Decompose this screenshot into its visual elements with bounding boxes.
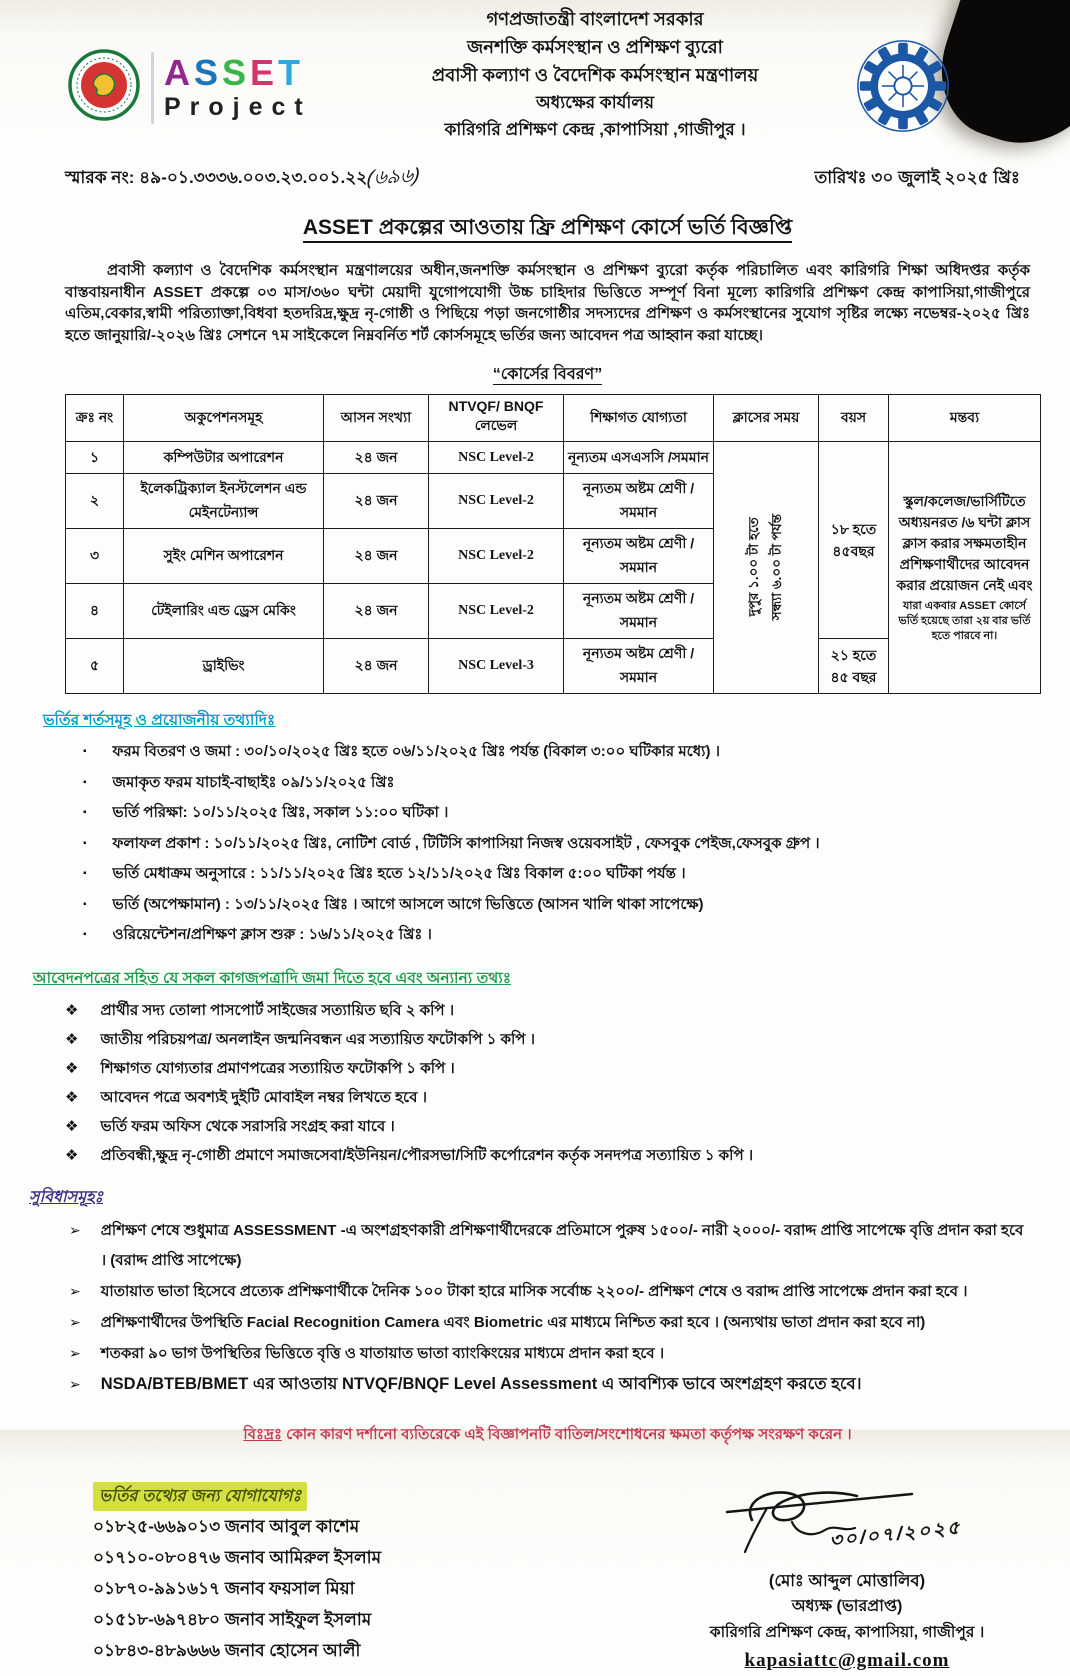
list-item: [65, 1369, 1030, 1399]
contact-phone-line: ০১৮৭০-৯৯১৬১৭ জনাব ফয়সাল মিয়া: [93, 1578, 355, 1598]
cell-serial: ৪: [66, 584, 124, 639]
benefit-text: প্রশিক্ষণার্থীদের উপস্থিতি Facial Recognition Camera এবং Biometric এর মাধ্যমে নিশ্চিত করা হবে । (অন্যথায় ভাতা প্রদান করা হবে না): [100, 1313, 926, 1331]
cell-remarks: [889, 442, 1041, 694]
benefits-list: [65, 1215, 1030, 1399]
square-bullet-icon: ▪: [83, 746, 87, 757]
cell-occupation: কম্পিউটার অপারেশন: [124, 442, 324, 474]
signatory-office: কারিগরি প্রশিক্ষণ কেন্দ্র, কাপাসিয়া, গাজীপুর ।: [709, 1623, 985, 1641]
section-heading-benefits: সুবিধাসমূহঃ: [29, 1188, 104, 1206]
logo-divider: [151, 52, 154, 124]
cell-seats: ২৪ জন: [324, 529, 429, 584]
list-item: [65, 891, 1030, 922]
list-item: [65, 1054, 1030, 1083]
diamond-bullet-icon: ❖: [65, 1117, 79, 1135]
class-time-line1: দুপুর ১.০০ টা হতে: [746, 518, 762, 617]
document-text: আবেদন পত্রে অবশ্যই দুইটি মোবাইল নম্বর লিখতে হবে ।: [100, 1088, 427, 1106]
diamond-bullet-icon: ❖: [65, 1088, 79, 1106]
col-header-qualification: শিক্ষাগত যোগ্যতা: [564, 395, 714, 442]
condition-text: ভর্তি (অপেক্ষামান) : ১৩/১১/২০২৫ খ্রিঃ । আগে আসলে আগে ভিত্তিতে (আসন খালি থাকা সাপেক্ষে): [112, 895, 704, 913]
contact-phone-line: ০১৮৪৩-৪৮৯৬৬৬ জনাব হোসেন আলী: [93, 1640, 361, 1660]
document-text: ভর্তি ফরম অফিস থেকে সরাসরি সংগ্রহ করা যাবে ।: [100, 1117, 395, 1135]
cell-occupation: সুইং মেশিন অপারেশন: [124, 529, 324, 584]
list-item: [65, 1025, 1030, 1054]
admission-conditions-list: [65, 738, 1030, 952]
cell-level: NSC Level-3: [429, 639, 564, 694]
document-text: শিক্ষাগত যোগ্যতার প্রমাণপত্রের সত্যায়িত ফটোকপি ১ কপি ।: [100, 1059, 455, 1077]
col-header-level: NTVQF/ BNQF লেভেল: [429, 395, 564, 442]
notice-date: তারিখঃ ৩০ জুলাই ২০২৫ খ্রিঃ: [814, 168, 1020, 187]
cell-occupation: টেইলারিং এন্ড ড্রেস মেকিং: [124, 584, 324, 639]
remarks-text-2: যারা একবার ASSET কোর্সে ভর্তি হয়েছে তারা ২য় বার ভর্তি হতে পারবে না।: [898, 600, 1031, 642]
arrow-bullet-icon: ➢: [69, 1375, 81, 1392]
square-bullet-icon: ▪: [83, 837, 87, 849]
arrow-bullet-icon: ➢: [69, 1313, 81, 1330]
arrow-bullet-icon: ➢: [69, 1221, 81, 1238]
section-heading-admission-conditions: ভর্তির শর্তসমূহ ও প্রয়োজনীয় তথ্যাদিঃ: [43, 712, 276, 729]
asset-letter: S: [194, 52, 223, 93]
signature-block: [682, 1482, 1012, 1676]
asset-letter: S: [222, 52, 251, 93]
cell-level: NSC Level-2: [429, 584, 564, 639]
list-item: [65, 1215, 1030, 1276]
asset-letter: E: [250, 52, 279, 93]
list-item: [65, 1307, 1030, 1338]
cell-qualification: নূন্যতম অষ্টম শ্রেণী /সমমান: [564, 529, 714, 584]
cell-age-row5: ২১ হতে ৪৫ বছর: [819, 639, 889, 694]
arrow-bullet-icon: ➢: [69, 1282, 81, 1299]
asset-letter: A: [164, 52, 194, 93]
notice-title: ASSET প্রকল্পের আওতায় ফ্রি প্রশিক্ষণ কোর্সে ভর্তি বিজ্ঞপ্তি: [303, 216, 792, 243]
list-item: [65, 1141, 1030, 1170]
cell-serial: ৫: [66, 639, 124, 694]
cell-seats: ২৪ জন: [324, 639, 429, 694]
benefit-text: শতকরা ৯০ ভাগ উপস্থিতির ভিত্তিতে বৃত্তি ও যাতায়াত ভাতা ব্যাংকিংয়ের মাধ্যমে প্রদান করা হবে ।: [100, 1344, 665, 1362]
org-header: [315, 6, 875, 144]
cell-qualification: নূন্যতম অষ্টম শ্রেণী /সমমান: [564, 639, 714, 694]
square-bullet-icon: ▪: [83, 776, 87, 788]
signatory-designation: অধ্যক্ষ (ভারপ্রাপ্ত): [791, 1597, 903, 1615]
table-row: [66, 442, 1041, 474]
benefit-text: যাতায়াত ভাতা হিসেবে প্রত্যেক প্রশিক্ষণার্থীকে দৈনিক ১০০ টাকা হারে মাসিক সর্বোচ্চ ২২০০/- প্রশিক্ষণ শেষে ও বরাদ্দ প্রাপ্তি সাপেক্ষে প্রদান করা হবে ।: [100, 1282, 968, 1300]
cell-seats: ২৪ জন: [324, 442, 429, 474]
list-item: [65, 738, 1030, 769]
org-line-government: গণপ্রজাতন্ত্রী বাংলাদেশ সরকার: [486, 9, 704, 29]
diamond-bullet-icon: ❖: [65, 1030, 79, 1048]
list-item: [65, 1276, 1030, 1307]
govt-seal-icon: [67, 48, 141, 127]
col-header-serial: ক্রঃ নং: [66, 395, 124, 442]
cell-level: NSC Level-2: [429, 442, 564, 474]
square-bullet-icon: ▪: [83, 898, 87, 910]
document-text: প্রতিবন্ধী,ক্ষুদ্র নৃ-গোষ্ঠী প্রমাণে সমাজসেবা/ইউনিয়ন/পৌরসভা/সিটি কর্পোরেশন কর্তৃক সনদপত্র সত্যায়িত ১ কপি ।: [100, 1146, 754, 1164]
memo-handwritten-number: (৬৯৬): [365, 164, 422, 190]
cell-qualification: নূন্যতম অষ্টম শ্রেণী /সমমান: [564, 584, 714, 639]
required-documents-list: [65, 996, 1030, 1170]
cell-seats: ২৪ জন: [324, 474, 429, 529]
document-text: প্রার্থীর সদ্য তোলা পাসপোর্ট সাইজের সত্যায়িত ছবি ২ কপি ।: [100, 1001, 455, 1019]
list-item: [65, 799, 1030, 830]
remarks-text-1: স্কুল/কলেজ/ভার্সিটিতে অধ্যয়নরত /৬ ঘন্টা ক্লাস ক্লাস করার সক্ষমতাহীন প্রশিক্ষণার্থীদের আবেদন করার প্রয়োজন নেই এবং: [896, 493, 1033, 593]
square-bullet-icon: ▪: [83, 929, 87, 940]
diamond-bullet-icon: ❖: [65, 1001, 79, 1019]
cell-serial: ১: [66, 442, 124, 474]
square-bullet-icon: ▪: [83, 868, 87, 879]
contact-email-link[interactable]: kapasiattc@gmail.com: [744, 1649, 950, 1671]
list-item: [65, 921, 1030, 952]
list-item: [65, 1112, 1030, 1141]
contact-phone-line: ০১৮২৫-৬৬৯০১৩ জনাব আবুল কাশেম: [93, 1516, 360, 1536]
org-line-principal-office: অধ্যক্ষের কার্যালয়: [535, 93, 655, 112]
diamond-bullet-icon: ❖: [65, 1146, 79, 1164]
signature-handwritten-date: ৩০/০৭/২০২৫: [829, 1516, 965, 1552]
cell-occupation: ইলেকট্রিক্যাল ইনস্টলেশন এন্ড মেইনটেন্যান্স: [124, 474, 324, 529]
asset-wordmark: [164, 52, 312, 121]
benefit-text: প্রশিক্ষণ শেষে শুধুমাত্র ASSESSMENT -এ অংশগ্রহণকারী প্রশিক্ষণার্থীদেরকে প্রতিমাসে পুরুষ ১৫০০/- নারী ২০০০/- বরাদ্দ প্রাপ্তি সাপেক্ষে বৃত্তি প্রদান করা হবে । (বরাদ্দ প্রাপ্তি সাপেক্ষে): [100, 1221, 1024, 1269]
class-time-line2: সন্ধ্যা ৬.০০ টা পর্যন্ত: [769, 514, 784, 621]
col-header-class-time: ক্লাসের সময়: [714, 395, 819, 442]
condition-text: ফলাফল প্রকাশ : ১০/১১/২০২৫ খ্রিঃ, নোটিশ বোর্ড , টিটিসি কাপাসিয়া নিজস্ব ওয়েবসাইট , ফেসবুক পেইজ,ফেসবুক গ্রুপ ।: [112, 834, 820, 852]
list-item: [65, 996, 1030, 1025]
ttc-gear-emblem-icon: [855, 38, 951, 139]
col-header-remarks: মন্তব্য: [889, 395, 1041, 442]
diamond-bullet-icon: ❖: [65, 1059, 79, 1077]
condition-text: ফরম বিতরণ ও জমা : ৩০/১০/২০২৫ খ্রিঃ হতে ০৬/১১/২০২৫ খ্রিঃ পর্যন্ত (বিকাল ৩:০০ ঘটিকার মধ্যে) ।: [112, 743, 720, 760]
benefit-text: NSDA/BTEB/BMET এর আওতায় NTVQF/BNQF Level Assessment এ আবশ্যিক ভাবে অংশগ্রহণ করতে হবে।: [100, 1374, 862, 1393]
col-header-occupation: অকুপেশনসমূহ: [124, 395, 324, 442]
col-header-seats: আসন সংখ্যা: [324, 395, 429, 442]
section-heading-required-documents: আবেদনপত্রের সহিত যে সকল কাগজপত্রাদি জমা দিতে হবে এবং অন্যান্য তথ্যঃ: [33, 969, 512, 987]
cell-occupation: ড্রাইভিং: [124, 639, 324, 694]
condition-text: ভর্তি পরিক্ষা: ১০/১১/২০২৫ খ্রিঃ, সকাল ১১:০০ ঘটিকা ।: [112, 804, 449, 821]
asset-project-logo: [67, 48, 312, 127]
cell-age-rows1-4: ১৮ হতে ৪৫বছর: [819, 442, 889, 639]
square-bullet-icon: ▪: [83, 807, 87, 818]
cell-seats: ২৪ জন: [324, 584, 429, 639]
nb-text: কোন কারণ দর্শানো ব্যতিরেকে এই বিজ্ঞাপনটি বাতিল/সংশোধনের ক্ষমতা কর্তৃপক্ষ সংরক্ষণ করেন ।: [281, 1425, 852, 1443]
cell-qualification: নূন্যতম এসএসসি /সমমান: [564, 442, 714, 474]
cell-level: NSC Level-2: [429, 529, 564, 584]
nb-note: [65, 1423, 1030, 1448]
condition-text: জমাকৃত ফরম যাচাই-বাছাইঃ ০৯/১১/২০২৫ খ্রিঃ: [112, 773, 395, 791]
asset-letter: T: [278, 52, 305, 93]
signatory-name: (মোঃ আব্দুল মোত্তালিব): [768, 1571, 926, 1590]
condition-text: ওরিয়েন্টেশন/প্রশিক্ষণ ক্লাস শুরু : ১৬/১১/২০২৫ খ্রিঃ ।: [112, 926, 432, 943]
col-header-age: বয়স: [819, 395, 889, 442]
contact-phone-line: ০১৭১০-০৮০৪৭৬ জনাব আমিরুল ইসলাম: [93, 1547, 382, 1567]
list-item: [65, 1083, 1030, 1112]
cell-class-time: [714, 442, 819, 694]
contact-block: [93, 1482, 381, 1676]
table-caption: “কোর্সের বিবরণ”: [492, 366, 603, 383]
letterhead: [65, 0, 1030, 152]
list-item: [65, 830, 1030, 861]
project-word: Project: [164, 93, 312, 121]
cell-qualification: নূন্যতম অষ্টম শ্রেণী /সমমান: [564, 474, 714, 529]
org-line-bureau: জনশক্তি কর্মসংস্থান ও প্রশিক্ষণ ব্যুরো: [467, 37, 723, 57]
list-item: [65, 769, 1030, 800]
condition-text: ভর্তি মেধাক্রম অনুসারে : ১১/১১/২০২৫ খ্রিঃ হতে ১২/১১/২০২৫ খ্রিঃ বিকাল ৫:০০ ঘটিকা পর্যন্ত ।: [112, 865, 686, 882]
cell-serial: ৩: [66, 529, 124, 584]
course-table: [65, 394, 1041, 694]
memo-number: [65, 162, 420, 195]
memo-number-text: স্মারক নং: ৪৯-০১.৩৩৩৬.০০৩.২৩.০০১.২২: [65, 168, 368, 187]
contact-phone-line: ০১৫১৮-৬৯৭৪৮০ জনাব সাইফুল ইসলাম: [93, 1609, 372, 1629]
org-line-ministry: প্রবাসী কল্যাণ ও বৈদেশিক কর্মসংস্থান মন্ত্রণালয়: [431, 65, 759, 85]
contact-heading: ভর্তির তথ্যের জন্য যোগাযোগঃ: [93, 1482, 307, 1511]
nb-prefix: বিঃদ্রঃ: [243, 1425, 282, 1443]
org-line-ttc: কারিগরি প্রশিক্ষণ কেন্দ্র ,কাপাসিয়া ,গাজীপুর ।: [444, 120, 746, 139]
list-item: [65, 860, 1030, 891]
list-item: [65, 1338, 1030, 1369]
intro-paragraph: প্রবাসী কল্যাণ ও বৈদেশিক কর্মসংস্থান মন্ত্রণালয়ের অধীন,জনশক্তি কর্মসংস্থান ও প্রশিক্ষণ ব্যুরো কর্তৃক পরিচালিত এবং কারিগরি শিক্ষা অধিদপ্তর কর্তৃক বাস্তবায়নাধীন ASSET প্রকল্পে ০৩ মাস/৩৬০ ঘন্টা মেয়াদী যুগোপযোগী উচ্চ চাহিদার ভিত্তিতে সম্পূর্ণ বিনা মূল্যে কারিগরি প্রশিক্ষণ কেন্দ্র কাপাসিয়া,গাজীপুরে এতিম,বেকার,স্বামী পরিত্যাক্তা,বিধবা হতদরিদ্র,ক্ষুদ্র নৃ-গোষ্ঠী ও পিছিয়ে পড়া জনগোষ্ঠীর সদস্যদের প্রশিক্ষণ ও কর্মসংস্থানের সুযোগ সৃষ্টির লক্ষ্যে নভেম্বর-২০২৫ খ্রিঃ হতে জানুয়ারি/-২০২৬ খ্রিঃ সেশনে ৭ম সাইকেলে নিম্নবর্নিত শর্ট কোর্সসমূহে ভর্তির জন্য আবেদন পত্র আহ্বান করা যাচ্ছে।: [65, 262, 1030, 344]
table-header-row: [66, 395, 1041, 442]
arrow-bullet-icon: ➢: [69, 1344, 81, 1361]
document-text: জাতীয় পরিচয়পত্র/ অনলাইন জন্মনিবন্ধন এর সত্যায়িত ফটোকপি ১ কপি ।: [100, 1030, 536, 1048]
cell-serial: ২: [66, 474, 124, 529]
cell-level: NSC Level-2: [429, 474, 564, 529]
